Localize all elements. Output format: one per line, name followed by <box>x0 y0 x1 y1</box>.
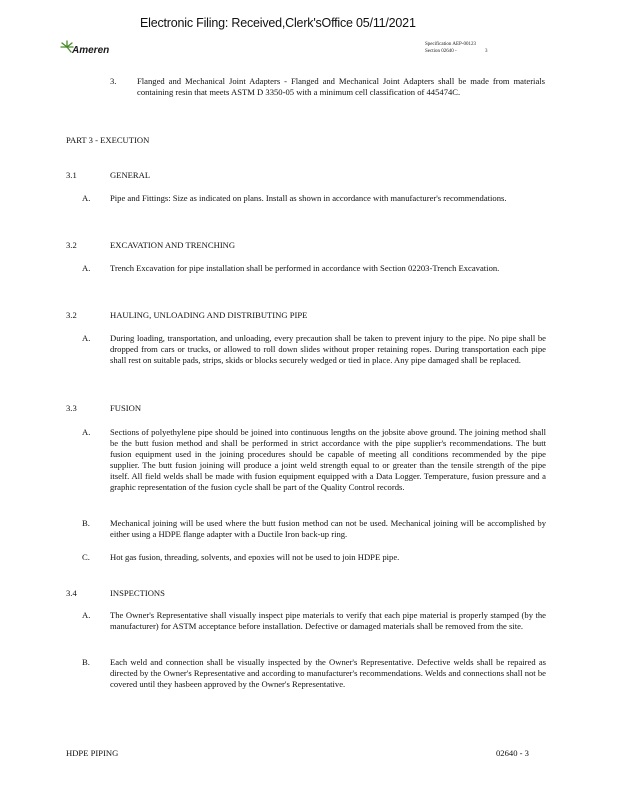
spec-page: 3 <box>485 49 488 54</box>
filing-banner: Electronic Filing: Received,Clerk'sOffice 05/11/2021 <box>140 16 416 30</box>
section-number: 3.2 <box>66 310 77 320</box>
item-text: The Owner's Representative shall visually inspect pipe materials to verify that each pipe material is properly stamped (by the manufacturer) for ASTM acceptance before installation. Defective or damaged materials shall be removed from the site. <box>110 610 546 631</box>
company-logo <box>60 40 130 60</box>
section-number: 3.3 <box>66 403 77 413</box>
item-letter: C. <box>82 552 90 562</box>
footer-title: HDPE PIPING <box>66 748 119 758</box>
item-letter: B. <box>82 518 90 528</box>
logo-wordmark: Ameren <box>72 45 110 56</box>
item-letter: A. <box>82 427 91 437</box>
item-letter: A. <box>82 333 91 343</box>
item-text: Hot gas fusion, threading, solvents, and epoxies will not be used to join HDPE pipe. <box>110 552 400 562</box>
footer-page-number: 02640 - 3 <box>496 748 529 758</box>
item-letter: A. <box>82 263 91 273</box>
item-text: During loading, transportation, and unloading, every precaution shall be taken to prevent injury to the pipe. No pipe shall be dropped from cars or trucks, or allowed to roll down slides without proper retaining ropes. During transportation each pipe shall rest on suitable pads, strips, skids or blocks securely wedged or tied in place. Any pipe damaged shall be replaced. <box>110 333 546 365</box>
part-heading: PART 3 - EXECUTION <box>66 135 150 145</box>
section-number: 3.2 <box>66 240 77 250</box>
section-title: INSPECTIONS <box>110 588 165 598</box>
item-text: Flanged and Mechanical Joint Adapters - Flanged and Mechanical Joint Adapters shall be made from materials containing resin that meets ASTM D 3350-05 with a minimum cell classification of 445474C. <box>137 76 545 97</box>
spec-section: Section 02640 - <box>425 49 457 54</box>
item-letter: A. <box>82 610 91 620</box>
item-text: Pipe and Fittings: Size as indicated on plans. Install as shown in accordance with manufacturer's recommendations. <box>110 193 507 203</box>
item-letter: A. <box>82 193 91 203</box>
item-text: Mechanical joining will be used where the butt fusion method can not be used. Mechanical joining will be accomplished by either using a HDPE flange adapter with a Ductile Iron back-up ring. <box>110 518 546 539</box>
spec-reference <box>425 41 488 55</box>
item-text: Trench Excavation for pipe installation shall be performed in accordance with Section 02203-Trench Excavation. <box>110 263 500 273</box>
item-letter: B. <box>82 657 90 667</box>
section-title: EXCAVATION AND TRENCHING <box>110 240 236 250</box>
spec-number: Specification AEP-00123 <box>425 42 476 47</box>
section-number: 3.4 <box>66 588 77 598</box>
section-number: 3.1 <box>66 170 77 180</box>
item-text: Sections of polyethylene pipe should be joined into continuous lengths on the jobsite above ground. The joining method shall be the butt fusion method and shall be performed in strict accordance with the pipe supplier's recommendations. The butt fusion equipment used in the joining procedures should be capable of meeting all conditions recommended by the pipe supplier. The butt fusion joining will produce a joint weld strength equal to or greater than the tensile strength of the pipe itself. All field welds shall be made with fusion equipment equipped with a Data Logger. Temperature, fusion pressure and a graphic representation of the fusion cycle shall be part of the Quality Control records. <box>110 427 546 492</box>
section-title: GENERAL <box>110 170 151 180</box>
section-title: HAULING, UNLOADING AND DISTRIBUTING PIPE <box>110 310 308 320</box>
section-title: FUSION <box>110 403 142 413</box>
item-text: Each weld and connection shall be visually inspected by the Owner's Representative. Defective welds shall be repaired as directed by the Owner's Representative and according to manufacturer's recommendations. Welds and connections shall not be covered until they hasbeen approved by the Owner's Representative. <box>110 657 546 689</box>
item-number: 3. <box>110 76 117 86</box>
